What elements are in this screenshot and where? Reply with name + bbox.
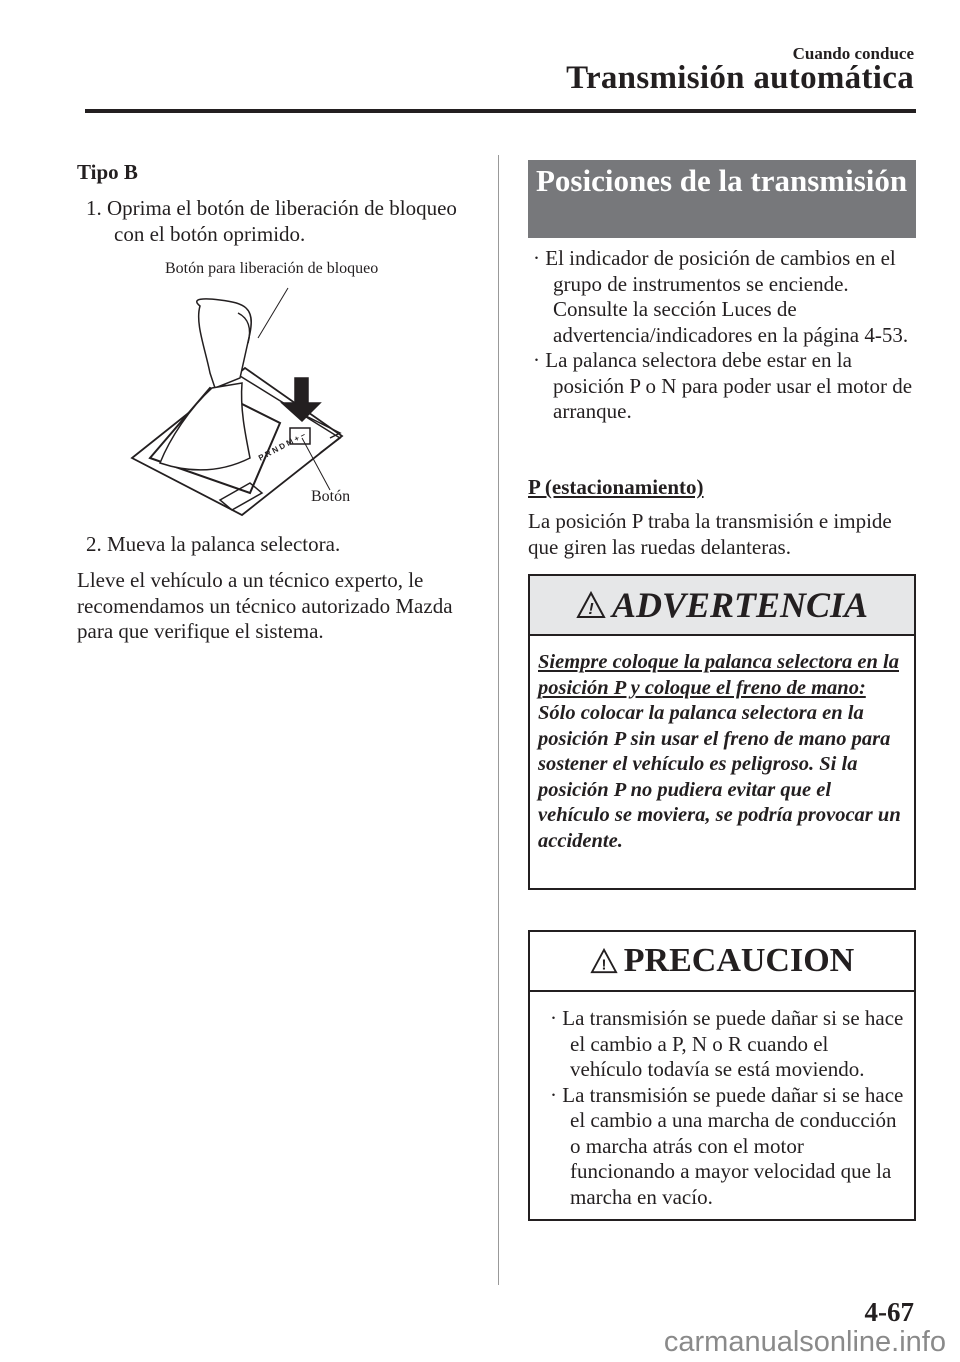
caution-text: La transmisión se puede dañar si se hace el cambio a una marcha de conducción o marcha atrás con el motor funcionando a mayor velocidad que la marcha en vacío.	[562, 1082, 904, 1209]
page-number: 4-67	[864, 1297, 914, 1327]
warning-body: Sólo colocar la palanca selectora en la posición P sin usar el freno de mano para sostener el vehículo es peligroso. Si la posición P no pudiera evitar que el vehículo se moviera, se podría provocar un accidente.	[538, 702, 901, 852]
shifter-drawing	[130, 258, 430, 518]
warning-triangle-icon	[576, 591, 606, 619]
bullet-text: El indicador de posición de cambios en el grupo de instrumentos se enciende. Consulte la sección Luces de advertencia/indicadores en la página 4-53.	[545, 246, 909, 347]
caution-item: · La transmisión se puede dañar si se hace el cambio a una marcha de conducción o marcha atrás con el motor funcionando a mayor velocidad que la marcha en vacío.	[550, 1082, 904, 1209]
bullet-text: La palanca selectora debe estar en la posición P o N para poder usar el motor de arranque.	[545, 348, 913, 423]
warning-box	[528, 574, 916, 890]
step-2: 2. Mueva la palanca selectora.	[86, 532, 341, 556]
watermark: carmanualsonline.info	[663, 1326, 946, 1358]
warning-header	[530, 576, 914, 636]
gate-p: P	[256, 452, 266, 463]
callout-button: Botón	[311, 488, 351, 505]
caution-text: La transmisión se puede dañar si se hace el cambio a P, N o R cuando el vehículo todavía se está moviendo.	[562, 1006, 904, 1081]
svg-text:!: !	[601, 957, 607, 974]
caution-title: PRECAUCION	[623, 942, 855, 979]
gate-n: N	[270, 444, 280, 456]
caution-item: · La transmisión se puede dañar si se hace el cambio a P, N o R cuando el vehículo todavía se está moviendo.	[550, 1006, 904, 1081]
caution-box	[528, 930, 916, 1221]
section-heading: Posiciones de la transmisión	[528, 160, 916, 238]
step-1: 1. Oprima el botón de liberación de bloqueo con el botón oprimido.	[86, 196, 457, 246]
gate-r: R	[263, 448, 273, 460]
park-paragraph: La posición P traba la transmisión e impide que giren las ruedas delanteras.	[528, 509, 892, 559]
gate-minus: −	[298, 430, 308, 441]
column-divider	[498, 155, 499, 1285]
caution-header	[530, 932, 914, 992]
page-title: Transmisión automática	[566, 60, 914, 96]
svg-text:!: !	[588, 601, 594, 618]
gate-d: D	[277, 440, 287, 452]
subtitle: Tipo B	[77, 160, 138, 184]
warning-lead: Siempre coloque la palanca selectora en la posición P y coloque el freno de mano:	[538, 651, 899, 699]
callout-release-button: Botón para liberación de bloqueo	[165, 260, 379, 277]
warning-title: ADVERTENCIA	[611, 585, 869, 625]
bullet-item: · La palanca selectora debe estar en la posición P o N para poder usar el motor de arranque.	[533, 348, 913, 423]
gate-plus: +	[292, 433, 301, 444]
left-paragraph: Lleve el vehículo a un técnico experto, le recomendamos un técnico autorizado Mazda para que verifique el sistema.	[77, 568, 453, 643]
shifter-illustration	[130, 258, 430, 518]
warning-triangle-icon	[590, 948, 618, 974]
subheading-park: P (estacionamiento)	[528, 475, 704, 499]
header-rule	[85, 109, 916, 113]
bullet-item: · El indicador de posición de cambios en el grupo de instrumentos se enciende. Consulte la sección Luces de advertencia/indicadores en la página 4-53.	[533, 246, 909, 347]
section-label: Cuando conduce	[792, 44, 914, 63]
bullet-list	[533, 246, 913, 425]
gate-m: M	[284, 436, 295, 448]
